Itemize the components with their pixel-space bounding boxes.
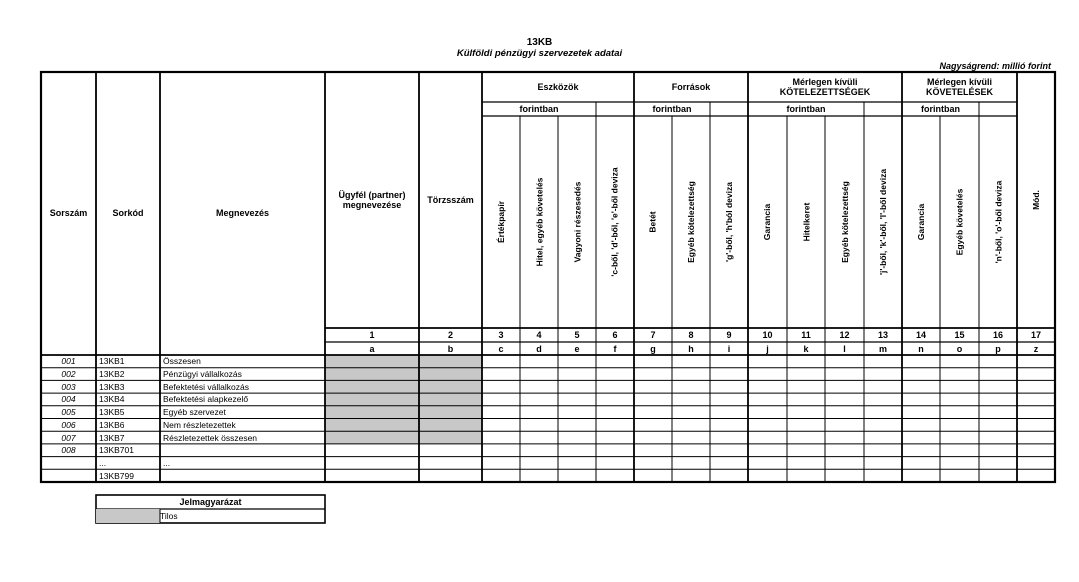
header-col-7 [634,116,672,328]
header-torzsszam: Törzsszám [427,194,474,205]
subgroup-forintban: forintban [921,103,960,114]
column-letter: g [650,343,656,354]
column-number: 1 [369,330,375,340]
row-sorszam: 002 [61,369,76,380]
row-sorszam: 004 [61,394,76,405]
group-forrasok: Források [671,81,711,92]
header-col-17 [1017,72,1055,328]
row-sorkod: 13KB701 [99,445,134,456]
column-letter: c [498,343,504,354]
group-kovetelesek: Mérlegen kívüli KÖVETELÉSEK [925,76,993,97]
forbidden-cell [325,431,482,444]
column-number: 10 [762,330,773,340]
row-megnevezes: Befektetési alapkezelő [163,394,249,405]
header-sorszam: Sorszám [49,208,88,219]
row-sorszam: 006 [61,419,76,430]
header-col-7-label: Betét [647,211,658,233]
document-code: 13KB [526,37,553,48]
header-col-6-label: 'c-ből, 'd'-ből, 'e'-ből deviza [610,167,620,277]
row-sorkod: 13KB6 [99,419,125,430]
header-col-15 [940,116,979,328]
column-number: 11 [801,330,811,340]
row-sorszam: 008 [61,445,76,456]
column-number: 7 [650,330,656,340]
header-col-5 [558,116,596,328]
row-sorkod: 13KB5 [99,407,125,418]
column-number: 14 [915,330,926,340]
row-sorkod: 13KB799 [99,470,134,481]
header-col-15-label: Egyéb követelés [954,188,965,256]
subgroup-forintban: forintban [652,103,692,114]
column-letter: k [803,343,809,354]
document-subtitle: Külföldi pénzügyi szervezetek adatai [456,48,623,59]
forbidden-cell [325,355,482,368]
column-letter: m [878,343,887,354]
row-megnevezes [160,444,325,457]
column-letter: p [995,343,1001,354]
row-sorszam: 003 [61,381,76,392]
header-col-6 [596,116,634,328]
header-col-8-label: Egyéb kötelezettség [686,181,697,263]
column-letter: n [918,343,924,354]
header-col-9-label: 'g'-ből, 'h'ból deviza [724,182,734,262]
group-kotelezettsegek: Mérlegen kívüli KÖTELEZETTSÉGEK [779,76,871,97]
row-megnevezes: Nem részletezettek [163,419,236,430]
row-megnevezes: Részletezettek összesen [163,432,258,443]
header-col-11 [787,116,825,328]
header-col-14-label: Garancia [915,203,926,241]
column-number: 4 [536,330,542,340]
row-sorszam [41,457,96,470]
column-number: 12 [839,330,850,340]
subgroup-forintban: forintban [519,103,559,114]
header-col-9 [710,116,748,328]
group-eszkozok: Eszközök [537,81,579,92]
header-col-5-label: Vagyoni részesedés [572,181,583,263]
row-sorkod: 13KB2 [99,369,125,380]
forbidden-cell [325,368,482,381]
header-col-16-label: 'n'-ből, 'o'-ből deviza [993,180,1004,264]
row-sorkod: 13KB3 [99,381,125,392]
header-sorkod: Sorkód [112,208,144,219]
column-letter: d [536,343,542,354]
row-sorszam: 005 [61,407,76,418]
row-megnevezes [160,469,325,482]
header-col-17-label: Mód. [1030,190,1041,210]
row-sorkod: 13KB7 [99,432,125,443]
column-number: 13 [877,330,888,340]
header-ugyfel: Ügyfél (partner) megnevezése [338,189,406,210]
column-number: 8 [688,330,694,340]
column-letter: l [843,343,846,354]
header-col-12-label: Egyéb kötelezettség [839,181,850,263]
row-megnevezes: Összesen [163,356,201,367]
header-col-12 [825,116,864,328]
header-col-13-label: 'j'-ből, 'k'-ből, 'l'-ből deviza [878,168,889,276]
header-col-10-label: Garancia [762,203,773,241]
column-letter: i [727,343,731,354]
column-number: 16 [992,330,1003,340]
forbidden-cell [325,406,482,419]
subgroup-forintban: forintban [786,103,826,114]
header-col-11-label: Hitelkeret [801,202,811,242]
row-sorkod: 13KB1 [99,356,125,367]
column-letter: a [369,343,375,354]
forbidden-cell [325,380,482,393]
row-sorkod: ... [99,457,107,468]
column-number: 2 [447,330,453,340]
forbidden-cell [325,419,482,432]
column-number: 17 [1030,330,1041,340]
column-letter: z [1033,343,1039,354]
header-col-8 [672,116,710,328]
forbidden-cell [325,393,482,406]
row-sorszam: 001 [61,356,76,367]
header-col-14 [902,116,940,328]
header-col-4 [520,116,558,328]
column-number: 3 [498,330,504,340]
header-col-10 [748,116,787,328]
row-megnevezes: Pénzügyi vállalkozás [163,369,242,380]
column-letter: j [766,343,769,354]
row-megnevezes: Egyéb szervezet [163,407,226,418]
header-megnevezes: Megnevezés [215,208,270,219]
row-sorkod: 13KB4 [99,394,125,405]
row-sorszam [41,469,96,482]
column-letter: h [688,343,694,354]
column-letter: o [956,343,963,354]
column-number: 5 [574,330,580,340]
header-col-4-label: Hitel, egyéb követelés [534,177,545,267]
column-number: 15 [954,330,965,340]
header-col-13 [864,116,902,328]
header-col-16 [979,116,1017,328]
legend-forbidden-label: Tilos [160,511,178,521]
row-megnevezes: ... [163,457,171,468]
column-number: 6 [612,330,618,340]
header-col-3 [482,116,520,328]
legend-title: Jelmagyarázat [179,497,242,507]
legend-forbidden-swatch [96,509,160,523]
header-col-3-label: Értékpapír [496,200,507,244]
column-letter: e [574,343,580,354]
column-number: 9 [726,330,732,340]
column-letter: b [447,343,454,354]
row-megnevezes: Befektetési vállalkozás [163,381,249,392]
row-sorszam: 007 [61,432,76,443]
unit-note: Nagyságrend: millió forint [939,61,1051,71]
column-letter: f [613,343,617,354]
